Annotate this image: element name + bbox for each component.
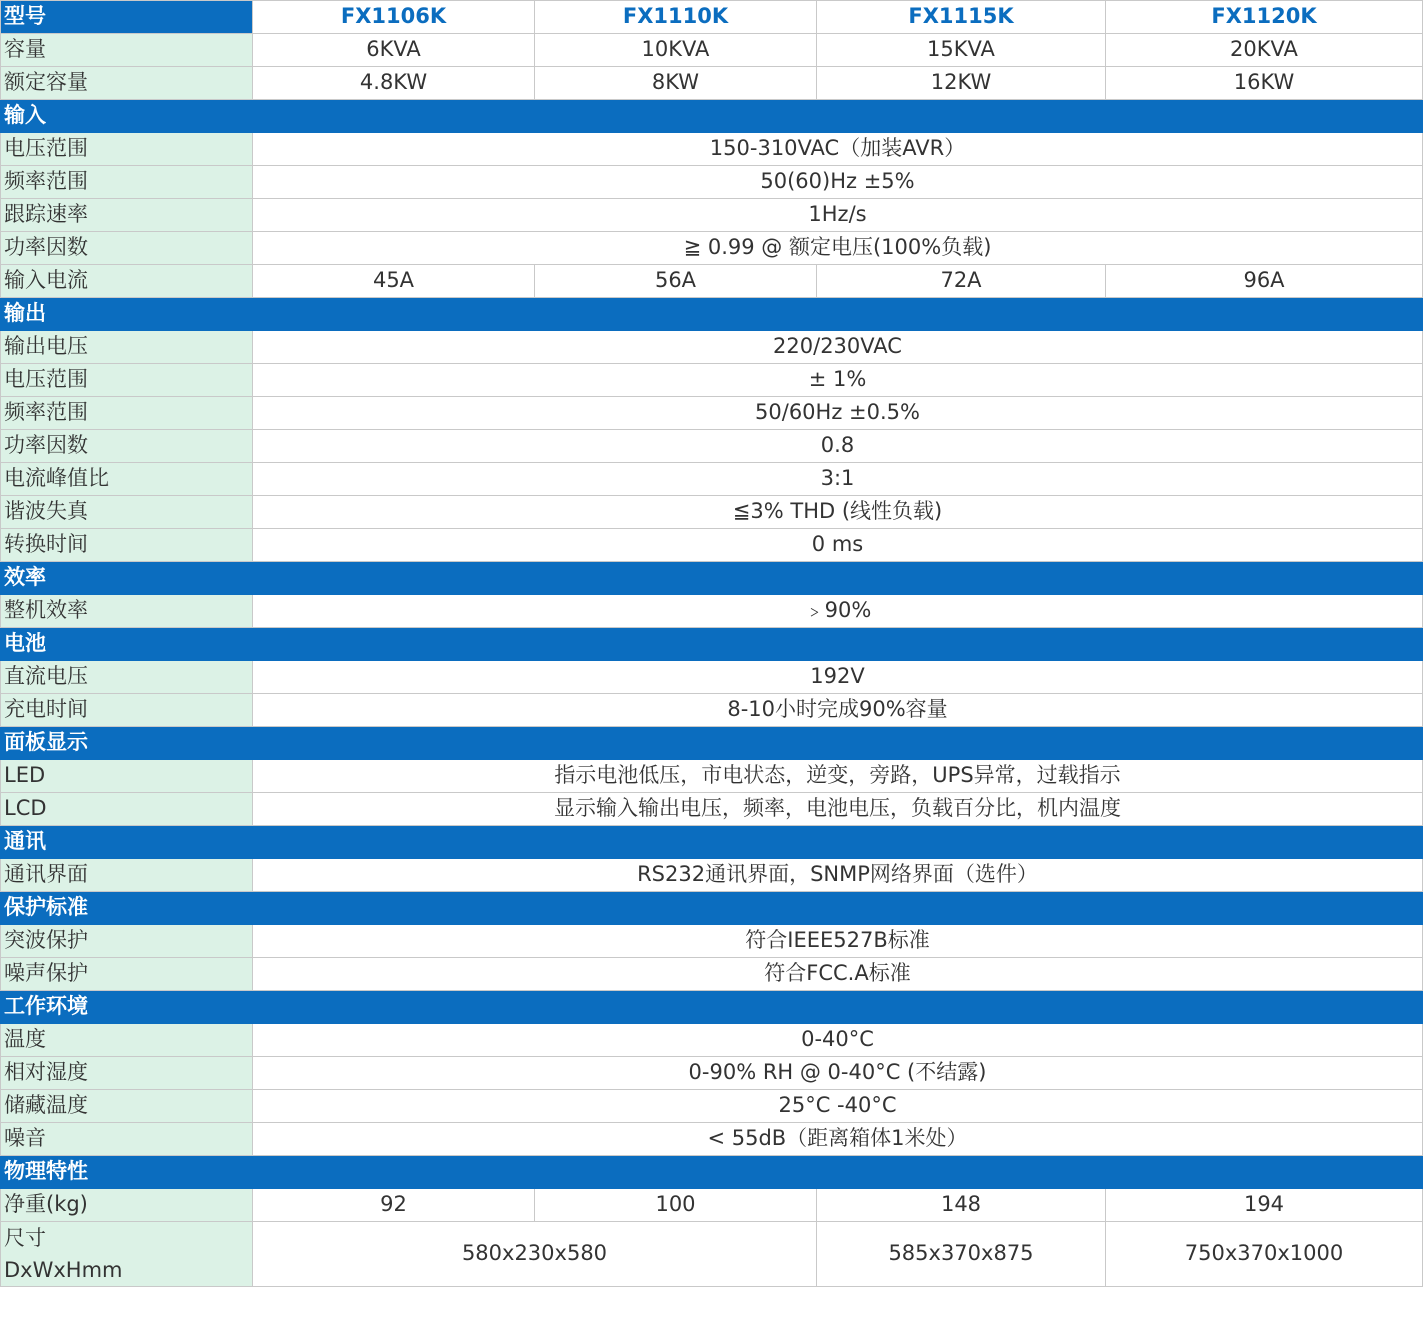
table-row bbox=[1, 331, 1423, 364]
row-label: 充电时间 bbox=[1, 694, 253, 727]
cell-value: 750x370x1000 bbox=[1106, 1222, 1423, 1287]
cell-value: 0.8 bbox=[253, 430, 1423, 463]
cell-value: 50(60)Hz ±5% bbox=[253, 166, 1423, 199]
row-label: 电流峰值比 bbox=[1, 463, 253, 496]
cell-value: 220/230VAC bbox=[253, 331, 1423, 364]
row-label: 转换时间 bbox=[1, 529, 253, 562]
row-label: 谐波失真 bbox=[1, 496, 253, 529]
table-row bbox=[1, 430, 1423, 463]
model-name: FX1110K bbox=[535, 1, 817, 34]
table-row bbox=[1, 1090, 1423, 1123]
row-label: 额定容量 bbox=[1, 67, 253, 100]
row-label: 突波保护 bbox=[1, 925, 253, 958]
table-row bbox=[1, 1189, 1423, 1222]
table-row bbox=[1, 1024, 1423, 1057]
cell-value: 148 bbox=[817, 1189, 1106, 1222]
model-name: FX1106K bbox=[253, 1, 535, 34]
section-title: 通讯 bbox=[1, 826, 1423, 859]
cell-value: 符合IEEE527B标准 bbox=[253, 925, 1423, 958]
cell-value: < 55dB（距离箱体1米处） bbox=[253, 1123, 1423, 1156]
row-label: 输入电流 bbox=[1, 265, 253, 298]
cell-value: 150-310VAC（加装AVR） bbox=[253, 133, 1423, 166]
cell-value: RS232通讯界面，SNMP网络界面（选件） bbox=[253, 859, 1423, 892]
section-header-efficiency bbox=[1, 562, 1423, 595]
cell-value: 8-10小时完成90%容量 bbox=[253, 694, 1423, 727]
table-row bbox=[1, 925, 1423, 958]
row-label: 净重(kg) bbox=[1, 1189, 253, 1222]
section-title: 面板显示 bbox=[1, 727, 1423, 760]
section-header-output bbox=[1, 298, 1423, 331]
table-row bbox=[1, 793, 1423, 826]
table-row bbox=[1, 1123, 1423, 1156]
table-row bbox=[1, 364, 1423, 397]
table-row bbox=[1, 463, 1423, 496]
table-row bbox=[1, 265, 1423, 298]
row-label: 相对湿度 bbox=[1, 1057, 253, 1090]
table-row bbox=[1, 859, 1423, 892]
cell-value: 194 bbox=[1106, 1189, 1423, 1222]
row-label: LED bbox=[1, 760, 253, 793]
cell-value: 4.8KW bbox=[253, 67, 535, 100]
table-row bbox=[1, 661, 1423, 694]
cell-value: 1Hz/s bbox=[253, 199, 1423, 232]
cell-value: 56A bbox=[535, 265, 817, 298]
row-label: 电压范围 bbox=[1, 133, 253, 166]
cell-value: 10KVA bbox=[535, 34, 817, 67]
section-title: 效率 bbox=[1, 562, 1423, 595]
cell-value: 0 ms bbox=[253, 529, 1423, 562]
row-label: 频率范围 bbox=[1, 166, 253, 199]
model-label: 型号 bbox=[1, 1, 253, 34]
section-header-battery bbox=[1, 628, 1423, 661]
model-name: FX1120K bbox=[1106, 1, 1423, 34]
cell-value: 45A bbox=[253, 265, 535, 298]
table-row bbox=[1, 958, 1423, 991]
table-row bbox=[1, 397, 1423, 430]
table-row bbox=[1, 1057, 1423, 1090]
row-label: 整机效率 bbox=[1, 595, 253, 628]
table-row bbox=[1, 1222, 1423, 1287]
table-row bbox=[1, 232, 1423, 265]
section-header-physical bbox=[1, 1156, 1423, 1189]
table-row bbox=[1, 694, 1423, 727]
row-label: 跟踪速率 bbox=[1, 199, 253, 232]
table-row bbox=[1, 199, 1423, 232]
cell-value: 192V bbox=[253, 661, 1423, 694]
table-row bbox=[1, 595, 1423, 628]
section-header-environment bbox=[1, 991, 1423, 1024]
section-title: 输出 bbox=[1, 298, 1423, 331]
size-label-line1: 尺寸 bbox=[4, 1226, 46, 1250]
section-title: 物理特性 bbox=[1, 1156, 1423, 1189]
cell-value: ≧ 0.99 @ 额定电压(100%负载) bbox=[253, 232, 1423, 265]
cell-value: 6KVA bbox=[253, 34, 535, 67]
row-label: 容量 bbox=[1, 34, 253, 67]
row-label: 功率因数 bbox=[1, 232, 253, 265]
cell-value: 16KW bbox=[1106, 67, 1423, 100]
cell-value: 100 bbox=[535, 1189, 817, 1222]
cell-value: 0-90% RH @ 0-40°C (不结露) bbox=[253, 1057, 1423, 1090]
table-row bbox=[1, 496, 1423, 529]
table-row bbox=[1, 133, 1423, 166]
table-row bbox=[1, 760, 1423, 793]
row-label: 储藏温度 bbox=[1, 1090, 253, 1123]
table-row bbox=[1, 67, 1423, 100]
cell-value: 15KVA bbox=[817, 34, 1106, 67]
row-label: 温度 bbox=[1, 1024, 253, 1057]
cell-value: 25°C -40°C bbox=[253, 1090, 1423, 1123]
cell-value: 96A bbox=[1106, 265, 1423, 298]
row-label: LCD bbox=[1, 793, 253, 826]
cell-value: ± 1% bbox=[253, 364, 1423, 397]
cell-value: 指示电池低压，市电状态，逆变，旁路，UPS异常，过载指示 bbox=[253, 760, 1423, 793]
section-title: 输入 bbox=[1, 100, 1423, 133]
section-title: 保护标准 bbox=[1, 892, 1423, 925]
row-label: 直流电压 bbox=[1, 661, 253, 694]
cell-value: 580x230x580 bbox=[253, 1222, 817, 1287]
section-header-comm bbox=[1, 826, 1423, 859]
section-header-panel bbox=[1, 727, 1423, 760]
row-label: 噪音 bbox=[1, 1123, 253, 1156]
section-header-input bbox=[1, 100, 1423, 133]
cell-value: 72A bbox=[817, 265, 1106, 298]
section-header-protection bbox=[1, 892, 1423, 925]
cell-value: ﹥90% bbox=[253, 595, 1423, 628]
cell-value: 0-40°C bbox=[253, 1024, 1423, 1057]
cell-value: ≦3% THD (线性负载) bbox=[253, 496, 1423, 529]
section-title: 工作环境 bbox=[1, 991, 1423, 1024]
row-label: 输出电压 bbox=[1, 331, 253, 364]
row-label: 功率因数 bbox=[1, 430, 253, 463]
header-row bbox=[1, 1, 1423, 34]
table-row bbox=[1, 166, 1423, 199]
cell-value: 3:1 bbox=[253, 463, 1423, 496]
row-label: 通讯界面 bbox=[1, 859, 253, 892]
cell-value: 585x370x875 bbox=[817, 1222, 1106, 1287]
row-label: 频率范围 bbox=[1, 397, 253, 430]
table-row bbox=[1, 529, 1423, 562]
row-label bbox=[1, 1222, 253, 1287]
cell-value: 符合FCC.A标准 bbox=[253, 958, 1423, 991]
cell-value: 20KVA bbox=[1106, 34, 1423, 67]
cell-value: 8KW bbox=[535, 67, 817, 100]
table-row bbox=[1, 34, 1423, 67]
cell-value: 12KW bbox=[817, 67, 1106, 100]
cell-value: 50/60Hz ±0.5% bbox=[253, 397, 1423, 430]
model-name: FX1115K bbox=[817, 1, 1106, 34]
row-label: 噪声保护 bbox=[1, 958, 253, 991]
row-label: 电压范围 bbox=[1, 364, 253, 397]
section-title: 电池 bbox=[1, 628, 1423, 661]
cell-value: 92 bbox=[253, 1189, 535, 1222]
cell-value: 显示输入输出电压，频率，电池电压，负载百分比，机内温度 bbox=[253, 793, 1423, 826]
size-label-line2: DxWxHmm bbox=[4, 1258, 123, 1282]
